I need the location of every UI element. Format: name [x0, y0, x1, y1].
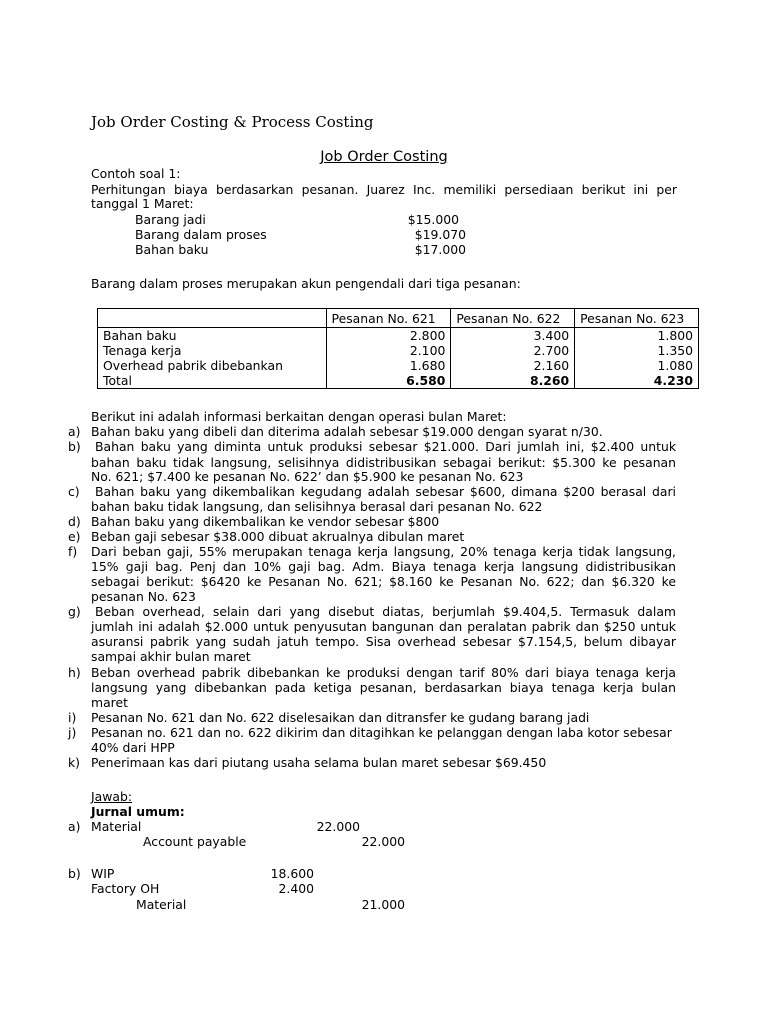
item-text: asuransi pabrik yang sudah jatuh tempo. Sisa overhead sebesar $7.154,5, belum dibayar [91, 634, 676, 649]
job-cost-table [97, 308, 699, 389]
item-text: 15% gaji bag. Penj dan 10% gaji bag. Adm. Biaya tenaga kerja langsung didistribusikan [91, 559, 676, 574]
inventory-label: Barang dalam proses [135, 227, 267, 242]
table-cell: 2.160 [451, 358, 575, 373]
example-label: Contoh soal 1: [91, 166, 181, 181]
item-text: Bahan baku yang dikembalikan kegudang adalah sebesar $600, dimana $200 berasal dari [95, 484, 676, 499]
control-account-text: Barang dalam proses merupakan akun pengendali dari tiga pesanan: [91, 276, 521, 291]
table-cell: 2.100 [326, 343, 451, 358]
debit-amount: 22.000 [316, 819, 360, 834]
journal-title: Jurnal umum: [91, 804, 185, 819]
item-marker: i) [68, 710, 77, 725]
table-cell: 1.800 [575, 328, 699, 344]
credit-amount: 21.000 [361, 897, 405, 912]
table-header-row [98, 309, 699, 328]
table-cell: 1.680 [326, 358, 451, 373]
item-text: bahan baku tidak langsung, selisihnya didistribusikan sebagai berikut: $5.300 ke pesanan [91, 455, 676, 470]
table-cell: 2.700 [451, 343, 575, 358]
item-text: Penerimaan kas dari piutang usaha selama bulan maret sebesar $69.450 [91, 755, 547, 770]
item-text: No. 621; $7.400 ke pesanan No. 622’ dan $5.900 ke pesanan No. 623 [91, 469, 524, 484]
inventory-value: $15.000 [407, 212, 459, 227]
inventory-label: Barang jadi [135, 212, 206, 227]
entry-marker: a) [68, 819, 81, 834]
item-text: Beban overhead, selain dari yang disebut diatas, berjumlah $9.404,5. Termasuk dalam [95, 604, 676, 619]
table-cell: 3.400 [451, 328, 575, 344]
item-marker: j) [68, 725, 77, 740]
table-cell: Overhead pabrik dibebankan [98, 358, 327, 373]
table-cell: 8.260 [451, 373, 575, 389]
table-row [98, 358, 699, 373]
item-text: sampai akhir bulan maret [91, 649, 251, 664]
debit-account: Factory OH [91, 881, 160, 896]
debit-account: WIP [91, 866, 115, 881]
item-text: langsung yang dibebankan pada ketiga pesanan, berdasarkan biaya tenaga kerja bulan [91, 680, 676, 695]
item-text: Bahan baku yang dikembalikan ke vendor sebesar $800 [91, 514, 440, 529]
item-text: sebagai berikut: $6420 ke Pesanan No. 621; $8.160 ke Pesanan No. 622; dan $6.320 ke [91, 574, 676, 589]
table-total-row [98, 373, 699, 389]
table-header-cell: Pesanan No. 621 [326, 309, 451, 328]
debit-amount: 18.600 [270, 866, 314, 881]
item-text: Beban gaji sebesar $38.000 dibuat akrualnya dibulan maret [91, 529, 465, 544]
info-intro: Berikut ini adalah informasi berkaitan dengan operasi bulan Maret: [91, 409, 507, 424]
debit-account: Material [91, 819, 142, 834]
item-text: bahan baku tidak langsung, dan selisihnya berasal dari pesanan No. 622 [91, 499, 543, 514]
item-text: Beban overhead pabrik dibebankan ke produksi dengan tarif 80% dari biaya tenaga kerja [91, 665, 676, 680]
table-cell: 6.580 [326, 373, 451, 389]
item-text: 40% dari HPP [91, 740, 175, 755]
item-marker: a) [68, 424, 81, 439]
table-cell: 4.230 [575, 373, 699, 389]
item-text: Bahan baku yang diminta untuk produksi sebesar $21.000. Dari jumlah ini, $2.400 untuk [95, 439, 676, 454]
inventory-value: $19.070 [414, 227, 466, 242]
item-text: Bahan baku yang dibeli dan diterima adalah sebesar $19.000 dengan syarat n/30. [91, 424, 603, 439]
credit-account: Account payable [143, 834, 247, 849]
item-marker: k) [68, 755, 81, 770]
item-marker: b) [68, 439, 81, 454]
table-cell: Tenaga kerja [98, 343, 327, 358]
inventory-value: $17.000 [414, 242, 466, 257]
intro-line-2: tanggal 1 Maret: [91, 196, 194, 211]
item-marker: d) [68, 514, 81, 529]
item-text: pesanan No. 623 [91, 589, 196, 604]
item-marker: h) [68, 665, 81, 680]
table-cell: 2.800 [326, 328, 451, 344]
section-title: Job Order Costing [320, 149, 448, 165]
table-row [98, 343, 699, 358]
credit-account: Material [136, 897, 187, 912]
item-text: maret [91, 695, 128, 710]
item-text: Pesanan No. 621 dan No. 622 diselesaikan dan ditransfer ke gudang barang jadi [91, 710, 590, 725]
table-header-cell: Pesanan No. 623 [575, 309, 699, 328]
table-cell: 1.080 [575, 358, 699, 373]
item-text: Dari beban gaji, 55% merupakan tenaga kerja langsung, 20% tenaga kerja tidak langsung, [91, 544, 676, 559]
document-title: Job Order Costing & Process Costing [91, 113, 374, 131]
item-marker: g) [68, 604, 81, 619]
item-marker: f) [68, 544, 78, 559]
table-cell: Total [98, 373, 327, 389]
item-text: Pesanan no. 621 dan no. 622 dikirim dan ditagihkan ke pelanggan dengan laba kotor sebesar [91, 725, 672, 740]
item-text: jumlah ini adalah $2.000 untuk penyusutan bangunan dan peralatan pabrik dan $250 untuk [91, 619, 676, 634]
table-header-cell [98, 309, 327, 328]
answer-label: Jawab: [91, 789, 133, 804]
entry-marker: b) [68, 866, 81, 881]
item-marker: c) [68, 484, 80, 499]
inventory-label: Bahan baku [135, 242, 209, 257]
debit-amount: 2.400 [278, 881, 314, 896]
table-row [98, 328, 699, 344]
table-cell: Bahan baku [98, 328, 327, 344]
table-cell: 1.350 [575, 343, 699, 358]
credit-amount: 22.000 [361, 834, 405, 849]
item-marker: e) [68, 529, 81, 544]
intro-line-1: Perhitungan biaya berdasarkan pesanan. Juarez Inc. memiliki persediaan berikut ini per [91, 182, 677, 197]
table-header-cell: Pesanan No. 622 [451, 309, 575, 328]
